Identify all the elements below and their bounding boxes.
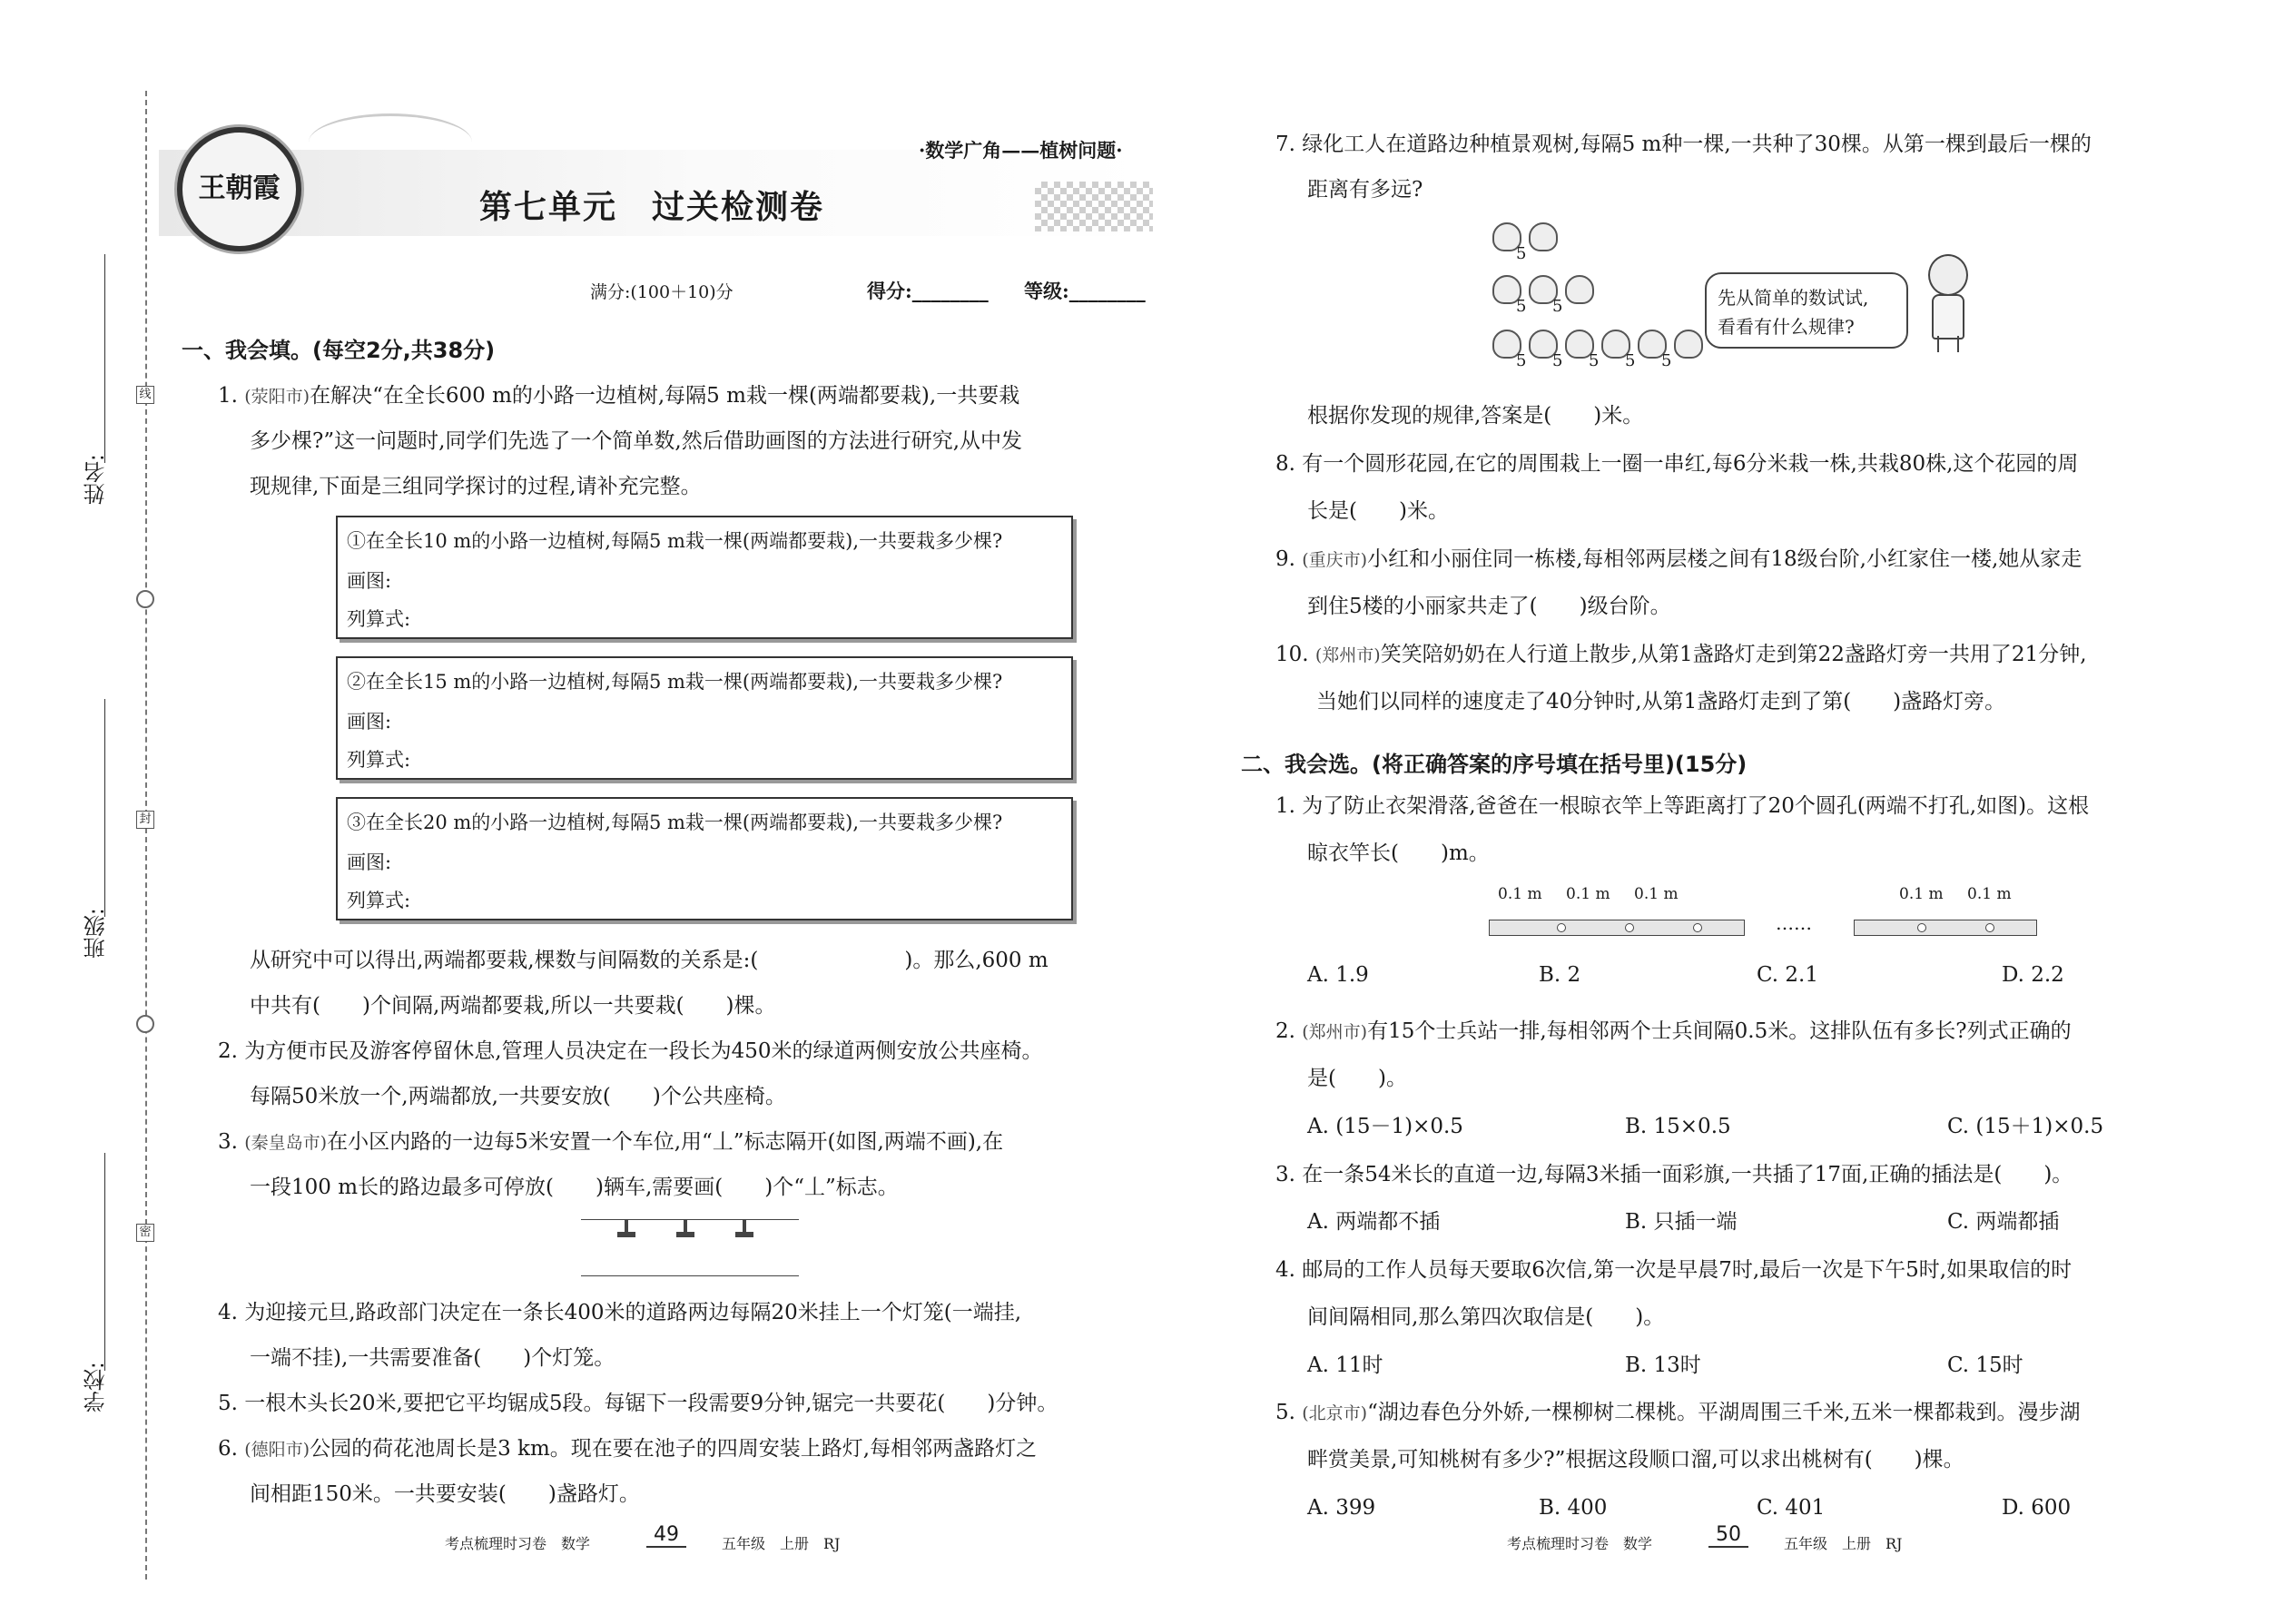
question-city: (德阳市) (244, 1440, 310, 1460)
pole-bar-left (1489, 920, 1745, 936)
name-label: 姓名: (84, 454, 109, 506)
question-1-line-3: 现规律,下面是三组同学探讨的过程,请补充完整。 (250, 475, 702, 498)
box-draw-label[interactable]: 画图: (347, 711, 392, 733)
seal-mark-feng: 封 (136, 811, 154, 829)
parking-mark-base (735, 1232, 753, 1237)
choice-5-option-c[interactable]: C. 401 (1757, 1496, 1826, 1520)
box-calc-label[interactable]: 列算式: (347, 890, 411, 911)
class-label: 班级: (84, 908, 109, 960)
question-10-line-1: 10. (郑州市)笑笑陪奶奶在人行道上散步,从第1盏路灯走到第22盏路灯旁一共用了21分钟, (1275, 643, 2087, 666)
question-2-line-1: 2. 为方便市民及游客停留休息,管理人员决定在一段长为450米的绿道两侧安放公共座椅。 (218, 1039, 1043, 1063)
footer-page-number: 50 (1708, 1523, 1748, 1548)
interval-label: 5 (1589, 351, 1600, 370)
question-city: (荥阳市) (244, 387, 310, 407)
choice-2-option-b[interactable]: B. 15×0.5 (1625, 1115, 1731, 1138)
seal-mark-xian: 线 (136, 386, 154, 404)
brand-logo-icon (177, 127, 301, 251)
question-text: 公园的荷花池周长是3 km。现在要在池子的四周安装上路灯,每相邻两盏路灯之 (310, 1437, 1038, 1461)
box-question: ①在全长10 m的小路一边植树,每隔5 m栽一棵(两端都要栽),一共要栽多少棵? (347, 530, 1003, 552)
question-text: 有15个士兵站一排,每相邻两个士兵间隔0.5米。这排队伍有多长?列式正确的 (1367, 1019, 2072, 1043)
choice-2-option-c[interactable]: C. (15＋1)×0.5 (1947, 1115, 2104, 1138)
pole-bar-right (1854, 920, 2037, 936)
ring-icon (136, 1015, 154, 1033)
choice-2-option-a[interactable]: A. (15－1)×0.5 (1307, 1115, 1463, 1138)
full-score: 满分:(100＋10)分 (590, 282, 733, 302)
question-3-line-2: 一段100 m长的路边最多可停放( )辆车,需要画( )个“丄”标志。 (250, 1176, 899, 1199)
name-field-line[interactable] (104, 254, 105, 463)
section-2-heading: 二、我会选。(将正确答案的序号填在括号里)(15分) (1241, 752, 1748, 777)
question-2-line-2: 每隔50米放一个,两端都放,一共要安放( )个公共座椅。 (250, 1085, 786, 1108)
question-city: (重庆市) (1302, 550, 1368, 570)
box-draw-label[interactable]: 画图: (347, 570, 392, 592)
girl-character-icon (1915, 254, 1979, 354)
choice-2-line-2: 是( )。 (1307, 1067, 1407, 1090)
question-text: 在解决“在全长600 m的小路一边植树,每隔5 m栽一棵(两端都要栽),一共要栽 (310, 384, 1020, 408)
choice-4-line-2: 间间隔相同,那么第四次取信是( )。 (1307, 1305, 1665, 1329)
choice-3-option-c[interactable]: C. 两端都插 (1947, 1210, 2060, 1234)
choice-4-line-1: 4. 邮局的工作人员每天要取6次信,第一次是早晨7时,最后一次是下午5时,如果取信的时 (1275, 1258, 2072, 1282)
choice-5-option-b[interactable]: B. 400 (1539, 1496, 1608, 1520)
question-6-line-2: 间相距150米。一共要安装( )盏路灯。 (250, 1482, 640, 1506)
question-4-line-2: 一端不挂),一共需要准备( )个灯笼。 (250, 1346, 615, 1370)
question-1-line-5: 中共有( )个间隔,两端都要栽,所以一共要栽( )棵。 (250, 994, 776, 1018)
footer-right-text: 五年级 上册 RJ (722, 1535, 841, 1552)
hole-icon (1917, 923, 1926, 932)
header-checker-pattern (1035, 182, 1153, 231)
hole-icon (1625, 923, 1634, 932)
school-label: 学校: (84, 1362, 109, 1413)
box-calc-label[interactable]: 列算式: (347, 608, 411, 630)
question-5-line-1: 5. 一根木头长20米,要把它平均锯成5段。每锯下一段需要9分钟,锯完一共要花( )分钟。 (218, 1392, 1058, 1415)
question-1-line-1: 1. (荥阳市)在解决“在全长600 m的小路一边植树,每隔5 m栽一棵(两端都要栽),一共要栽 (218, 384, 1020, 408)
choice-1-option-b[interactable]: B. 2 (1539, 963, 1581, 987)
seal-mark-mi: 密 (136, 1224, 154, 1242)
question-7-line-3: 根据你发现的规律,答案是( )米。 (1307, 404, 1644, 428)
question-10-line-2: 当她们以同样的速度走了40分钟时,从第1盏路灯走到了第( )盏路灯旁。 (1316, 690, 2006, 714)
segment-label: 0.1 m (1634, 885, 1679, 903)
footer-page-number: 49 (646, 1523, 686, 1548)
class-field-line[interactable] (104, 699, 105, 917)
choice-3-line-1: 3. 在一条54米长的直道一边,每隔3米插一面彩旗,一共插了17面,正确的插法是( )。 (1275, 1163, 2073, 1186)
choice-1-line-1: 1. 为了防止衣架滑落,爸爸在一根晾衣竿上等距离打了20个圆孔(两端不打孔,如图)。这根 (1275, 794, 2090, 818)
interval-label: 5 (1552, 351, 1563, 370)
hint-bubble (1705, 272, 1908, 349)
section-1-heading: 一、我会填。(每空2分,共38分) (182, 338, 496, 363)
segment-label: 0.1 m (1498, 885, 1542, 903)
question-9-line-2: 到住5楼的小丽家共走了( )级台阶。 (1307, 595, 1671, 618)
question-text: 笑笑陪奶奶在人行道上散步,从第1盏路灯走到第22盏路灯旁一共用了21分钟, (1380, 643, 2087, 666)
choice-5-line-1: 5. (北京市)“湖边春色分外娇,一棵柳树二棵桃。平湖周围三千米,五米一棵都栽到。漫步湖 (1275, 1401, 2081, 1424)
question-city: (北京市) (1302, 1403, 1368, 1423)
ellipsis: …… (1776, 912, 1812, 934)
pole-diagram (1489, 885, 2038, 949)
choice-1-line-2: 晾衣竿长( )m。 (1307, 842, 1490, 865)
brand-logo-text: 王朝霞 (198, 172, 281, 204)
parking-mark-base (617, 1232, 635, 1237)
choice-1-option-c[interactable]: C. 2.1 (1757, 963, 1818, 987)
tree-icon (1674, 330, 1703, 359)
footer-left-text: 考点梳理时习卷 数学 (1507, 1535, 1653, 1552)
footer-right-text: 五年级 上册 RJ (1784, 1535, 1903, 1552)
girl-body (1932, 294, 1964, 340)
box-calc-label[interactable]: 列算式: (347, 749, 411, 771)
exploration-box-2 (336, 656, 1073, 780)
question-8-line-2: 长是( )米。 (1307, 499, 1449, 523)
question-city: (郑州市) (1302, 1022, 1368, 1042)
girl-head (1928, 254, 1968, 296)
segment-label: 0.1 m (1967, 885, 2012, 903)
tree-diagram (1489, 222, 1716, 377)
choice-3-option-a[interactable]: A. 两端都不插 (1307, 1210, 1441, 1234)
footer-left-text: 考点梳理时习卷 数学 (445, 1535, 591, 1552)
question-4-line-1: 4. 为迎接元旦,路政部门决定在一条长400米的道路两边每隔20米挂上一个灯笼(一端挂, (218, 1301, 1022, 1324)
segment-label: 0.1 m (1899, 885, 1944, 903)
choice-4-option-b[interactable]: B. 13时 (1625, 1353, 1701, 1377)
road-line-bottom (581, 1275, 799, 1276)
question-1-line-4: 从研究中可以得出,两端都要栽,棵数与间隔数的关系是:( )。那么,600 m (250, 949, 1049, 972)
ring-icon (136, 590, 154, 608)
ribbon-swoosh-icon (309, 113, 472, 171)
hole-icon (1557, 923, 1566, 932)
interval-label: 5 (1552, 297, 1563, 316)
choice-1-option-d[interactable]: D. 2.2 (2002, 963, 2064, 987)
segment-label: 0.1 m (1566, 885, 1610, 903)
page-title: 第七单元 过关检测卷 (479, 189, 825, 226)
choice-4-option-c[interactable]: C. 15时 (1947, 1353, 2023, 1377)
question-6-line-1: 6. (德阳市)公园的荷花池周长是3 km。现在要在池子的四周安装上路灯,每相邻两盏路灯之 (218, 1437, 1038, 1461)
hint-line-1: 先从简单的数试试, (1718, 287, 1869, 309)
question-3-line-1: 3. (秦皇岛市)在小区内路的一边每5米安置一个车位,用“丄”标志隔开(如图,两端不画),在 (218, 1130, 1004, 1154)
choice-3-option-b[interactable]: B. 只插一端 (1625, 1210, 1738, 1234)
question-city: (秦皇岛市) (244, 1133, 328, 1153)
hole-icon (1693, 923, 1702, 932)
choice-5-option-a[interactable]: A. 399 (1307, 1496, 1376, 1520)
road-line-top (581, 1219, 799, 1220)
question-text: 小红和小丽住同一栋楼,每相邻两层楼之间有18级台阶,小红家住一楼,她从家走 (1367, 547, 2082, 571)
question-1-line-2: 多少棵?”这一问题时,同学们先选了一个简单数,然后借助画图的方法进行研究,从中发 (250, 429, 1023, 453)
box-question: ②在全长15 m的小路一边植树,每隔5 m栽一棵(两端都要栽),一共要栽多少棵? (347, 671, 1003, 693)
tree-icon (1565, 275, 1594, 304)
question-city: (郑州市) (1314, 645, 1381, 665)
binding-line (145, 91, 147, 1580)
girl-legs (1937, 336, 1959, 352)
interval-label: 5 (1625, 351, 1636, 370)
tree-icon (1529, 222, 1558, 251)
choice-1-option-a[interactable]: A. 1.9 (1307, 963, 1369, 987)
parking-diagram (581, 1212, 799, 1284)
choice-4-option-a[interactable]: A. 11时 (1307, 1353, 1383, 1377)
choice-5-option-d[interactable]: D. 600 (2002, 1496, 2072, 1520)
school-field-line[interactable] (104, 1153, 105, 1371)
grade-field[interactable]: 等级:________ (1024, 280, 1146, 302)
hint-line-2: 看看有什么规律? (1718, 316, 1855, 338)
score-field[interactable]: 得分:________ (867, 280, 989, 302)
hole-icon (1985, 923, 1994, 932)
choice-2-line-1: 2. (郑州市)有15个士兵站一排,每相邻两个士兵间隔0.5米。这排队伍有多长?列式正确的 (1275, 1019, 2072, 1043)
box-draw-label[interactable]: 画图: (347, 851, 392, 873)
question-7-line-2: 距离有多远? (1307, 178, 1423, 202)
question-7-line-1: 7. 绿化工人在道路边种植景观树,每隔5 m种一棵,一共种了30棵。从第一棵到最后一棵的 (1275, 133, 2092, 156)
question-8-line-1: 8. 有一个圆形花园,在它的周围栽上一圈一串红,每6分米栽一株,共栽80株,这个花园的周 (1275, 452, 2079, 476)
interval-label: 5 (1516, 351, 1527, 370)
interval-label: 5 (1516, 244, 1527, 263)
question-text: 在小区内路的一边每5米安置一个车位,用“丄”标志隔开(如图,两端不画),在 (327, 1130, 1004, 1154)
choice-5-line-2: 畔赏美景,可知桃树有多少?”根据这段顺口溜,可以求出桃树有( )棵。 (1307, 1448, 1964, 1471)
interval-label: 5 (1516, 297, 1527, 316)
exploration-box-1 (336, 516, 1073, 639)
question-9-line-1: 9. (重庆市)小红和小丽住同一栋楼,每相邻两层楼之间有18级台阶,小红家住一楼,她从家走 (1275, 547, 2082, 571)
question-text: “湖边春色分外娇,一棵柳树二棵桃。平湖周围三千米,五米一棵都栽到。漫步湖 (1367, 1401, 2081, 1424)
box-question: ③在全长20 m的小路一边植树,每隔5 m栽一棵(两端都要栽),一共要栽多少棵? (347, 812, 1003, 833)
exploration-box-3 (336, 797, 1073, 920)
interval-label: 5 (1661, 351, 1672, 370)
parking-mark-base (676, 1232, 694, 1237)
unit-topic: ·数学广角——植树问题· (919, 139, 1123, 162)
